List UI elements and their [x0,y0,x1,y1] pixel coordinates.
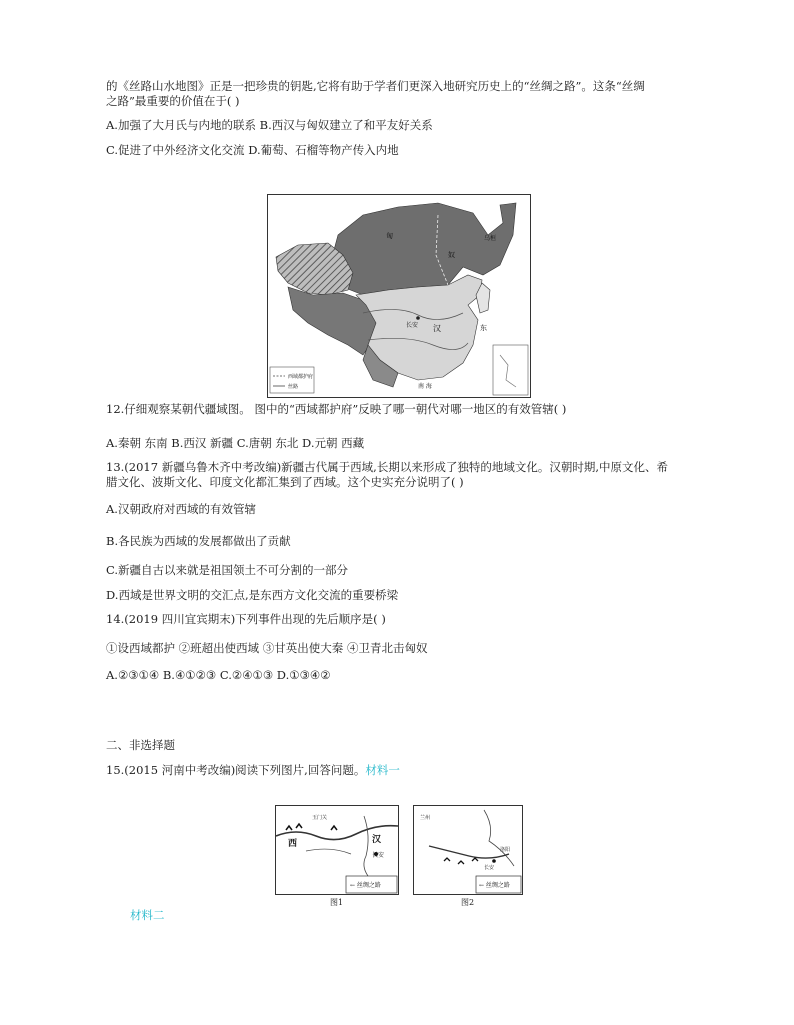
fig1-label-han: 汉 [372,835,382,845]
map-label-wuhuan: 乌桓 [484,235,497,242]
q13-option-a: A.汉朝政府对西域的有效管辖 [106,502,256,516]
q14-stem: 14.(2019 四川宜宾期末)下列事件出现的先后顺序是( ) [106,612,386,626]
q15-stem [106,763,400,778]
q13-line1: 13.(2017 新疆乌鲁木齐中考改编)新疆古代属于西域,长期以来形成了独特的地域文化。汉朝时期,中原文化、希 [106,460,668,474]
fig1-caption: 图1 [330,898,344,907]
section-title-non-choice: 二、非选择题 [106,738,175,752]
q12-stem: 12.仔细观察某朝代疆域图。 图中的“西域都护府”反映了哪一朝代对哪一地区的有效管辖( ) [106,402,567,416]
silk-road-map-fig2 [413,805,523,895]
map-label-xiongnu: 匈 [386,232,393,240]
q11-line2: 之路”最重要的价值在于( ) [106,94,240,108]
q14-events: ①设西域都护 ②班超出使西域 ③甘英出使大秦 ④卫青北击匈奴 [106,641,428,655]
map-label-changan: 长安 [406,322,419,329]
q13-option-b: B.各民族为西域的发展都做出了贡献 [106,534,291,548]
q13-option-c: C.新疆自古以来就是祖国领土不可分割的一部分 [106,563,349,577]
fig2-label-changan: 长安 [484,865,495,871]
map-label-nanhai: 南 海 [418,383,432,390]
q14-options: A.②③①④ B.④①②③ C.②④①③ D.①③④② [106,668,331,682]
silk-road-map-fig1 [275,805,399,895]
q11-options-cd: C.促进了中外经济文化交流 D.葡萄、石榴等物产传入内地 [106,143,399,157]
q15-stem-text: 15.(2015 河南中考改编)阅读下列图片,回答问题。 [106,763,366,777]
fig1-legend: ← 丝绸之路 [350,882,381,889]
fig2-legend: ← 丝绸之路 [479,882,510,889]
fig1-label-yumen: 玉门关 [312,815,328,821]
q11-line1: 的《丝路山水地图》正是一把珍贵的钥匙,它将有助于学者们更深入地研究历史上的“丝绸之路”。这条“丝绸 [106,79,645,93]
map-legend-silk-road: 丝路 [288,384,299,390]
map-legend-protectorate: 西域都护府 [288,374,314,380]
q13-option-d: D.西域是世界文明的交汇点,是东西方文化交流的重要桥梁 [106,588,399,602]
fig2-caption: 图2 [461,898,475,907]
material-1-link[interactable]: 材料一 [365,763,400,777]
dynasty-territory-map [267,194,531,398]
map-label-han: 汉 [433,324,441,333]
q13-line2: 腊文化、波斯文化、印度文化都汇集到了西域。这个史实充分说明了( ) [106,475,464,489]
q11-options-ab: A.加强了大月氏与内地的联系 B.西汉与匈奴建立了和平友好关系 [106,118,433,132]
fig1-label-xi: 西 [288,839,298,849]
fig2-label-luoyang: 洛阳 [500,847,511,853]
material-2-link[interactable]: 材料二 [130,908,165,922]
fig2-label-lanzhou: 兰州 [420,815,431,821]
map-label-dong: 东 [480,324,487,332]
fig1-label-changan: 长安 [372,852,385,859]
q12-options: A.秦朝 东南 B.西汉 新疆 C.唐朝 东北 D.元朝 西藏 [106,436,365,450]
map-label-nu: 奴 [448,251,455,259]
